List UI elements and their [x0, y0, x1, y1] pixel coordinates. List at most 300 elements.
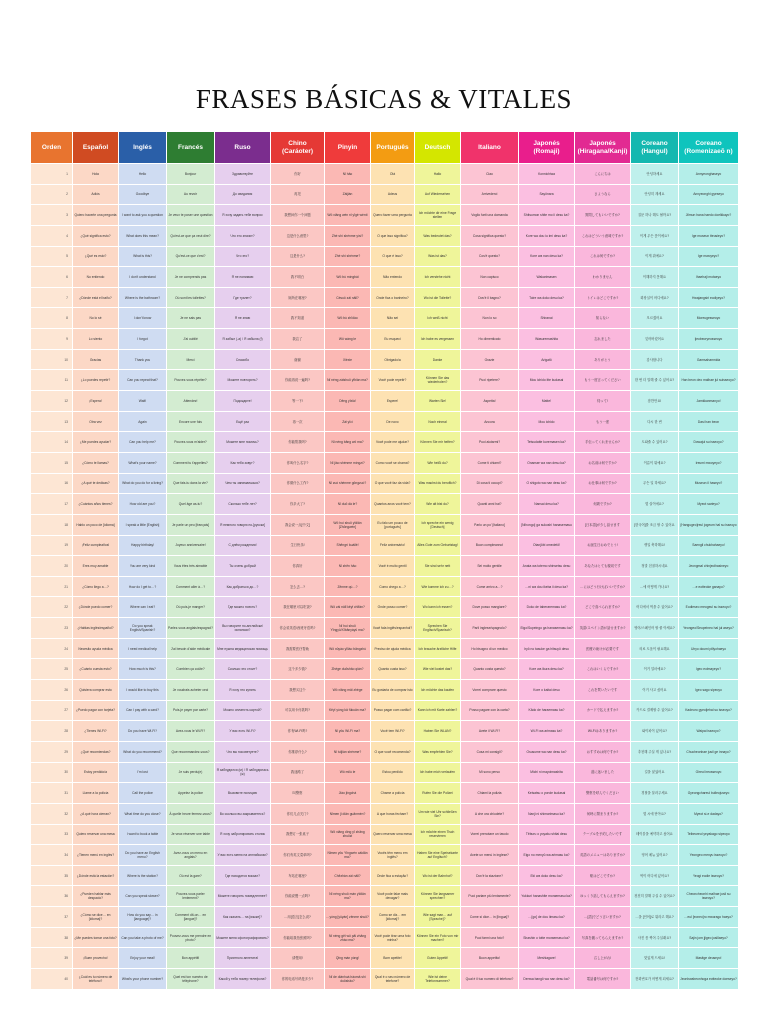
column-header: Português [371, 132, 415, 164]
row-number: 15 [31, 452, 73, 473]
table-cell: Ho bisogno di un medico [461, 638, 519, 659]
table-cell: Di cosa ti occupi? [461, 473, 519, 494]
table-cell: Я хочу это купить [215, 680, 271, 701]
table-cell: 医療の助けが必要です [575, 638, 631, 659]
table-cell: 你能说慢一点吗? [271, 886, 325, 907]
table-cell: Ancora [461, 411, 519, 432]
table-cell: Wakarimasen [519, 267, 575, 288]
column-header: Italiano [461, 132, 519, 164]
table-cell: Jiào jǐngchá [325, 783, 371, 804]
table-cell: Où puis-je manger? [167, 597, 215, 618]
table-cell: Puoi farmi una foto? [461, 927, 519, 948]
table-row [31, 824, 739, 845]
table-cell: 这是什么? [271, 246, 325, 267]
table-cell: ¡Feliz cumpleaños! [73, 535, 119, 556]
table-cell: 질문 하나 해도 될까요? [631, 205, 679, 226]
row-number: 9 [31, 329, 73, 350]
table-cell: O shigoto wa nan desu ka? [519, 473, 575, 494]
table-cell: Nǐ néng bāng wǒ ma? [325, 432, 371, 453]
table-header [31, 132, 739, 164]
table-row [31, 803, 739, 824]
table-cell: 你推荐什么? [271, 741, 325, 762]
row-number: 13 [31, 411, 73, 432]
table-cell: Você tem Wi-Fi? [371, 721, 415, 742]
table-cell: Can you help me? [119, 432, 167, 453]
table-cell: Подождите! [215, 391, 271, 412]
table-cell: You are very kind [119, 556, 167, 577]
table-cell: I don't know [119, 308, 167, 329]
table-cell: Qu'est-ce que c'est? [167, 246, 215, 267]
row-number: 17 [31, 494, 73, 515]
table-cell: Haben Sie WLAN? [415, 721, 461, 742]
table-cell: Я заблудился (м) / Я заблудилась (ж) [215, 762, 271, 783]
table-cell: 안녕히 계세요 [631, 184, 679, 205]
table-cell: 추천해 주실 게 있나요? [631, 741, 679, 762]
table-cell: ¿Cuánto cuesta esto? [73, 659, 119, 680]
table-cell: Wǒ zài nǎlǐ kěyǐ chīfàn? [325, 597, 371, 618]
table-row [31, 968, 739, 989]
table-cell: Gireul ireosseoyo [679, 762, 739, 783]
table-cell: Quanti anni hai? [461, 494, 519, 515]
table-cell: ¿Dónde está la estación? [73, 865, 119, 886]
table-cell: Ige mwoyeyo? [679, 246, 739, 267]
table-cell: Myeot sarieyo? [679, 494, 739, 515]
table-cell: ¿Pueden hablar más despacio? [73, 886, 119, 907]
table-cell: 等一下! [271, 391, 325, 412]
table-cell: Shēngrì kuàilè! [325, 535, 371, 556]
table-cell: Können Sie mir helfen? [415, 432, 461, 453]
table-cell: テーブルを予約したいです [575, 824, 631, 845]
table-cell: Wǒ huì shuō yīdiǎn [Zhōngwén] [325, 514, 371, 535]
table-cell: ¿A qué hora cierran? [73, 803, 119, 824]
table-cell: Non lo so [461, 308, 519, 329]
table-cell: Auf Wiedersehen [415, 184, 461, 205]
table-cell: Wi-Fi wa arimasu ka? [519, 721, 575, 742]
table-cell: 你的电话号码是多少? [271, 968, 325, 989]
table-cell: 잠깐만요! [631, 391, 679, 412]
table-cell: Comment aller à…? [167, 576, 215, 597]
table-cell: Avete il Wi-Fi? [461, 721, 519, 742]
table-row [31, 741, 739, 762]
table-row [31, 164, 739, 185]
table-cell: Puoi aiutarmi? [461, 432, 519, 453]
table-cell: Kěyǐ yòng kǎ fùkuǎn ma? [325, 700, 371, 721]
table-cell: 你能再说一遍吗? [271, 370, 325, 391]
row-number: 24 [31, 638, 73, 659]
table-cell: 영어 메뉴 있어요? [631, 845, 679, 866]
table-cell: Можете мне помочь? [215, 432, 271, 453]
table-cell: …eul [eoneo]ro mworago haeyo? [679, 907, 739, 928]
table-cell: ¿Cuál es tu número de teléfono? [73, 968, 119, 989]
table-cell: Enjoy your meal! [119, 948, 167, 969]
table-cell: …[go] de dou iimasu ka? [519, 907, 575, 928]
table-cell: O que é isso? [371, 246, 415, 267]
column-header: Chino (Caráoter) [271, 132, 325, 164]
table-cell: 你能给我拍张照吗? [271, 927, 325, 948]
table-cell: 你们有英文菜单吗? [271, 845, 325, 866]
table-cell: [Nihongo] ga sukoshi hanasemasu [519, 514, 575, 535]
table-cell: 你们几点关门? [271, 803, 325, 824]
row-number: 34 [31, 845, 73, 866]
table-cell: Arigatō [519, 349, 575, 370]
table-cell: Что это значит? [215, 225, 271, 246]
table-cell: …用[语言]怎么说? [271, 907, 325, 928]
table-cell: 화장실이 어디예요? [631, 287, 679, 308]
table-cell: ¿Dónde puedo comer? [73, 597, 119, 618]
row-number: 33 [31, 824, 73, 845]
row-number: 23 [31, 618, 73, 639]
table-cell: 감사합니다 [631, 349, 679, 370]
table-cell: Cosa mi consigli? [461, 741, 519, 762]
row-number: 36 [31, 886, 73, 907]
table-row [31, 597, 739, 618]
table-cell: 와이파이 있어요? [631, 721, 679, 742]
table-cell: 我不知道 [271, 308, 325, 329]
column-header: Coreano (Romenizaeõ n) [679, 132, 739, 164]
table-cell: さようなら [575, 184, 631, 205]
table-row [31, 514, 739, 535]
table-cell: Shitsumon shite mo ii desu ka? [519, 205, 575, 226]
table-cell: ¿Cuántos años tienes? [73, 494, 119, 515]
table-cell: Estou perdido [371, 762, 415, 783]
table-cell: Dove posso mangiare? [461, 597, 519, 618]
column-header: Orden [31, 132, 73, 164]
table-cell: Je veux réserver une table [167, 824, 215, 845]
table-cell: Wǒ bù zhīdào [325, 308, 371, 329]
row-number: 20 [31, 556, 73, 577]
table-cell: Noch einmal [415, 411, 461, 432]
table-cell: Buon compleanno! [461, 535, 519, 556]
table-row [31, 370, 739, 391]
table-cell: お誕生日おめでとう! [575, 535, 631, 556]
table-cell: Que recommandez-vous? [167, 741, 215, 762]
table-cell: Tetsudatte kuremasen ka? [519, 432, 575, 453]
column-header: Español [73, 132, 119, 164]
table-cell: 我想订一张桌子 [271, 824, 325, 845]
row-number: 29 [31, 741, 73, 762]
table-cell: Chame a polícia [371, 783, 415, 804]
table-cell: I don't understand [119, 267, 167, 288]
table-cell: Sayōnara [519, 184, 575, 205]
table-cell: 잊어버렸어요 [631, 329, 679, 350]
table-cell: 다시 한 번 [631, 411, 679, 432]
table-cell: Wie alt bist du? [415, 494, 461, 515]
table-row [31, 329, 739, 350]
table-cell: Combien ça coûte? [167, 659, 215, 680]
table-cell: 请慢用! [271, 948, 325, 969]
table-cell: 你有Wi-Fi吗? [271, 721, 325, 742]
table-cell: Non capisco [461, 267, 519, 288]
table-cell: Yeogi eodie isseoyo? [679, 865, 739, 886]
table-cell: 写真を撮ってもらえますか? [575, 927, 631, 948]
table-cell: Pouvez-vous me prendre en photo? [167, 927, 215, 948]
table-cell: Parli inglese/spagnolo? [461, 618, 519, 639]
table-cell: 정말 친절하시네요 [631, 556, 679, 577]
table-cell: Mou ichido itte kudasai [519, 370, 575, 391]
table-cell: Adiós [73, 184, 119, 205]
table-cell: Lo siento [73, 329, 119, 350]
table-cell: Kann ich mit Karte zahlen? [415, 700, 461, 721]
table-cell: How do you say… in [language]? [119, 907, 167, 928]
table-cell: Nǐ néng gěi wǒ pāi zhāng zhào ma? [325, 927, 371, 948]
table-cell: Wie heißt du? [415, 452, 461, 473]
table-cell: Можете меня сфотографировать? [215, 927, 271, 948]
table-cell: Do you have an English menu? [119, 845, 167, 866]
table-cell: 경찰을 불러주세요 [631, 783, 679, 804]
table-cell: Je ne sais pas [167, 308, 215, 329]
table-cell: Ich spreche ein wenig [Deutsch] [415, 514, 461, 535]
table-cell: Posso pagare con la carta? [461, 700, 519, 721]
table-cell: ¿Qué significa esto? [73, 225, 119, 246]
table-cell: Cheoncheonhi malhae jusil su isseoyo? [679, 886, 739, 907]
table-cell: I want to ask you a question [119, 205, 167, 226]
table-cell: 我不明白 [271, 267, 325, 288]
table-cell: Jamkkanmanyo! [679, 391, 739, 412]
table-cell: 生日快乐! [271, 535, 325, 556]
table-cell: Onde fica a estação? [371, 865, 415, 886]
row-number: 32 [31, 803, 73, 824]
table-cell: Quero fazer uma pergunta [371, 205, 415, 226]
table-cell: Nǐ zhēn hǎo [325, 556, 371, 577]
table-cell: Onde fica o banheiro? [371, 287, 415, 308]
table-row [31, 721, 739, 742]
table-cell: Shashin o totte moraemasu ka? [519, 927, 575, 948]
table-cell: 모르겠어요 [631, 308, 679, 329]
table-cell: Wi-Fiはありますか? [575, 721, 631, 742]
table-cell: 이거 사고 싶어요 [631, 680, 679, 701]
table-cell: …을 [언어]로 뭐라고 해요? [631, 907, 679, 928]
table-cell: 再一次 [271, 411, 325, 432]
table-cell: Nǐ huì shuō Yīngyǔ/Xībānyáyǔ ma? [325, 618, 371, 639]
table-cell: Какой у тебя номер телефона? [215, 968, 271, 989]
table-cell: Come si dice… in [lingua]? [461, 907, 519, 928]
table-cell: What time do you close? [119, 803, 167, 824]
table-cell: Nǐ de diànhuà hàomǎ shì duōshǎo? [325, 968, 371, 989]
table-cell: Attendez! [167, 391, 215, 412]
table-cell: What do you do for a living? [119, 473, 167, 494]
table-cell: Я немного говорю по-[русски] [215, 514, 271, 535]
table-cell: Где находится вокзал? [215, 865, 271, 886]
table-cell: Quanto custa isso? [371, 659, 415, 680]
table-cell: Igeo sago sipeoyo [679, 680, 739, 701]
table-cell: Você é muito gentil [371, 556, 415, 577]
table-cell: Que fais-tu dans la vie? [167, 473, 215, 494]
table-cell: Ireumi mwoyeyo? [679, 452, 739, 473]
table-cell: Você pode falar mais devagar? [371, 886, 415, 907]
table-cell: 이름이 뭐예요? [631, 452, 679, 473]
table-cell: Han beon deo malhae jul suisseoyo? [679, 370, 739, 391]
table-cell: Ich habe es vergessen [415, 329, 461, 350]
table-cell: Où sont les toilettes? [167, 287, 215, 308]
table-row [31, 680, 739, 701]
table-cell: Nǐ hǎo [325, 164, 371, 185]
column-header: Francés [167, 132, 215, 164]
table-cell: Gracias [73, 349, 119, 370]
table-row [31, 659, 739, 680]
table-cell: Can you repeat that? [119, 370, 167, 391]
table-cell: カードで払えますか? [575, 700, 631, 721]
table-cell: I'm lost [119, 762, 167, 783]
table-cell: Во сколько вы закрываетесь? [215, 803, 271, 824]
table-row [31, 865, 739, 886]
table-cell: 再见 [271, 184, 325, 205]
table-cell: Aspetta! [461, 391, 519, 412]
table-cell: Я забыл (-а) / Я забыла (f) [215, 329, 271, 350]
table-cell: Avete un menù in inglese? [461, 845, 519, 866]
table-cell: 英語のメニューはありますか? [575, 845, 631, 866]
table-cell: ¿Cómo se dice… en [idioma]? [73, 907, 119, 928]
table-cell: Ich verstehe nicht [415, 267, 461, 288]
table-cell: ijeobeoryeosseoyo [679, 329, 739, 350]
table-cell: 전화번호가 어떻게 되세요? [631, 968, 679, 989]
table-cell: …にはどう行けばいいですか? [575, 576, 631, 597]
table-cell: Feliz aniversário! [371, 535, 415, 556]
table-cell: Toire wa doko desu ka? [519, 287, 575, 308]
table-cell: ¿Me puedes ayudar? [73, 432, 119, 453]
table-cell: Eres muy amable [73, 556, 119, 577]
table-cell: Kore wa nan desu ka? [519, 246, 575, 267]
table-cell: 我忘了 [271, 329, 325, 350]
table-cell: Você pode me ajudar? [371, 432, 415, 453]
table-cell: Merci [167, 349, 215, 370]
table-cell: Avez-vous le Wi-Fi? [167, 721, 215, 742]
table-cell: A che ora chiudete? [461, 803, 519, 824]
table-cell: 你真好 [271, 556, 325, 577]
table-cell: No lo sé [73, 308, 119, 329]
table-cell: 길을 잃었어요 [631, 762, 679, 783]
table-cell: 이거 얼마예요? [631, 659, 679, 680]
table-cell: Estoy perdido/a [73, 762, 119, 783]
table-cell: Chiami la polizia [461, 783, 519, 804]
table-cell: 몇 살이에요? [631, 494, 679, 515]
table-cell: Ihaehaji motaeyo [679, 267, 739, 288]
table-cell: Bonjour [167, 164, 215, 185]
table-cell: Ich möchte das kaufen [415, 680, 461, 701]
table-cell: Was machst du beruflich? [415, 473, 461, 494]
table-cell: 電話番号は何ですか? [575, 968, 631, 989]
table-cell: У вас есть меню на английском? [215, 845, 271, 866]
table-cell: Where is the bathroom? [119, 287, 167, 308]
row-number: 6 [31, 267, 73, 288]
table-cell: ¿Puedo pagar con tarjeta? [73, 700, 119, 721]
table-cell: Kadeuro gyeoljehal su isseoyo? [679, 700, 739, 721]
table-cell: Come arrivo a…? [461, 576, 519, 597]
table-row [31, 948, 739, 969]
table-cell: J'ai oublié [167, 329, 215, 350]
table-cell: Obrigado/a [371, 349, 415, 370]
table-cell: Espere! [371, 391, 415, 412]
table-cell: Nǐ néng shuō màn yīdiǎn ma? [325, 886, 371, 907]
table-cell: 你叫什么名字? [271, 452, 325, 473]
table-cell: 何歳ですか? [575, 494, 631, 515]
table-cell: 我想问你一个问题 [271, 205, 325, 226]
table-cell: Wo ist der Bahnhof? [415, 865, 461, 886]
table-cell: 何時に閉まりますか? [575, 803, 631, 824]
table-cell: Mou ichido [519, 411, 575, 432]
table-cell: Wǒ bù míngbái [325, 267, 371, 288]
table-cell: Здравствуйте [215, 164, 271, 185]
table-cell: Nǐ duō dà le? [325, 494, 371, 515]
column-header: Japonés (Romaji) [519, 132, 575, 164]
table-cell: Vous êtes très aimable [167, 556, 215, 577]
table-cell: Xièxie [325, 349, 371, 370]
table-cell: もう一度 [575, 411, 631, 432]
table-cell: 可以用卡付款吗? [271, 700, 325, 721]
table-cell: I want to book a table [119, 824, 167, 845]
table-cell: Eodieseo meogeul su isseoyo? [679, 597, 739, 618]
table-cell: Zěnme qù…? [325, 576, 371, 597]
table-cell: How old are you? [119, 494, 167, 515]
table-cell: 我在哪里可以吃饭? [271, 597, 325, 618]
table-cell: С днём рождения! [215, 535, 271, 556]
table-cell: 车站在哪里? [271, 865, 325, 886]
table-cell: …e eotteoke ganayo? [679, 576, 739, 597]
table-cell: Quantos anos você tem? [371, 494, 415, 515]
table-cell: Onde posso comer? [371, 597, 415, 618]
table-cell: 어디에서 먹을 수 있어요? [631, 597, 679, 618]
table-row [31, 287, 739, 308]
table-row [31, 349, 739, 370]
table-cell: O que você faz da vida? [371, 473, 415, 494]
table-cell: Спасибо [215, 349, 271, 370]
table-cell: Wǒ xiǎng dìng yī zhāng zhuōzi [325, 824, 371, 845]
table-cell: 厕所在哪里? [271, 287, 325, 308]
row-number: 26 [31, 680, 73, 701]
table-cell: 忘れました [575, 329, 631, 350]
table-cell: Yeongeo/Seupeineo hal jul aseyo? [679, 618, 739, 639]
table-cell: Arrivederci [461, 184, 519, 205]
table-cell: I would like to buy this [119, 680, 167, 701]
table-cell: Posso pagar com cartão? [371, 700, 415, 721]
table-cell: …yòng [yǔyán] zěnme shuō? [325, 907, 371, 928]
row-number: 16 [31, 473, 73, 494]
table-cell: ¿Me puedes tomar una foto? [73, 927, 119, 948]
table-cell: Michi ni mayoimashita [519, 762, 575, 783]
table-cell: あなたはとても親切です [575, 556, 631, 577]
table-cell: Ige museun tteusieyo? [679, 225, 739, 246]
table-cell: Danke [415, 349, 461, 370]
table-cell: 英語/スペイン語が話せますか? [575, 618, 631, 639]
table-cell: 我想买这个 [271, 680, 325, 701]
table-cell: ¡Buen provecho! [73, 948, 119, 969]
header-row [31, 132, 739, 164]
table-cell: 質問してもいいですか? [575, 205, 631, 226]
table-cell: Qual é o seu número de telefone? [371, 968, 415, 989]
table-row [31, 535, 739, 556]
table-cell: Jeonhwabeonhoga eotteoke doeseyo? [679, 968, 739, 989]
row-number: 3 [31, 205, 73, 226]
table-cell: Appelez la police [167, 783, 215, 804]
table-cell: Nansai desu ka? [519, 494, 575, 515]
table-cell: Hello [119, 164, 167, 185]
table-cell: Kore wa ikura desu ka? [519, 659, 575, 680]
table-cell: Qu'est-ce que ça veut dire? [167, 225, 215, 246]
row-number: 10 [31, 349, 73, 370]
table-cell: Parlo un po' [italiano] [461, 514, 519, 535]
table-row [31, 783, 739, 804]
table-cell: Do you speak English/Spanish? [119, 618, 167, 639]
table-cell: Can I pay with a card? [119, 700, 167, 721]
table-cell: I speak a little [English] [119, 514, 167, 535]
table-cell: Je ne comprends pas [167, 267, 215, 288]
page-title: FRASES BÁSICAS & VITALES [195, 84, 573, 114]
table-cell: Você pode repetir? [371, 370, 415, 391]
table-cell: How do I get to…? [119, 576, 167, 597]
table-cell: 역이 어디에 있어요? [631, 865, 679, 886]
column-header: Deutsch [415, 132, 461, 164]
table-cell: これを買いたいです [575, 680, 631, 701]
table-cell: Zhè shì shénme yìsi? [325, 225, 371, 246]
